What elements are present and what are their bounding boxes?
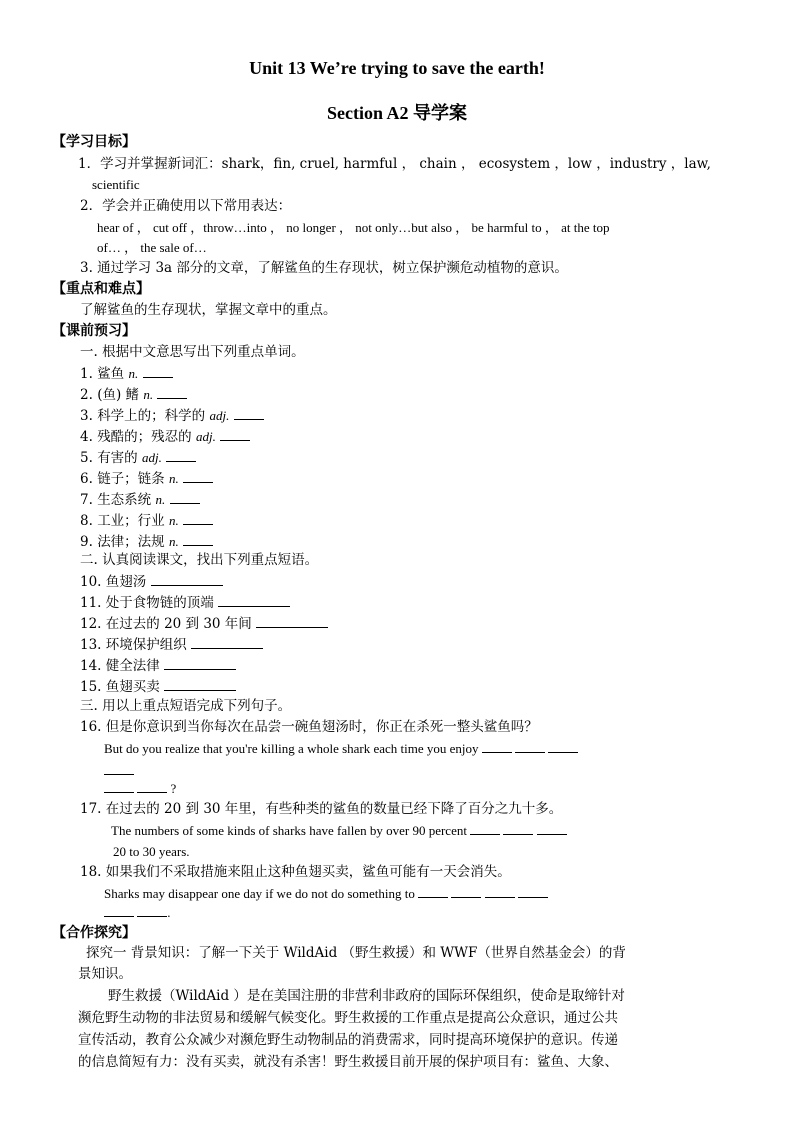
- sentence-18-en: Sharks may disappear one day if we do not do something to: [104, 883, 548, 904]
- word-item: 8. 工业；行业 n.: [80, 510, 213, 531]
- explore-heading: 【合作探究】: [52, 925, 136, 941]
- word-item: 3. 科学上的；科学的 adj.: [80, 405, 264, 426]
- word-item: 1. 鲨鱼 n.: [80, 363, 173, 384]
- phrase-item: 11. 处于食物链的顶端: [80, 592, 290, 613]
- explore-paragraph-line: 宣传活动，教育公众减少对濒危野生动物制品的消费需求，同时提高环境保护的意识。传递: [78, 1032, 618, 1048]
- explore-paragraph-line: 濒危野生动物的非法贸易和缓解气候变化。野生救援的工作重点是提高公众意识，通过公共: [78, 1010, 618, 1026]
- word-item: 2. (鱼) 鳍 n.: [80, 384, 187, 405]
- unit-title: Unit 13 We’re trying to save the earth!: [249, 58, 545, 78]
- word-item: 5. 有害的 adj.: [80, 447, 196, 468]
- sentence-17-en: The numbers of some kinds of sharks have fallen by over 90 percent: [111, 820, 567, 841]
- sentence-17-en-cont: 20 to 30 years.: [113, 844, 190, 859]
- preview-part2: 二. 认真阅读课文，找出下列重点短语。: [80, 552, 319, 568]
- section-title: Section A2 导学案: [326, 103, 467, 123]
- word-item: 4. 残酷的；残忍的 adj.: [80, 426, 250, 447]
- objective-1-cont: scientific: [92, 177, 140, 192]
- sentence-18-end: .: [104, 902, 171, 923]
- objective-2: 2．学会并正确使用以下常用表达：: [80, 198, 292, 214]
- preview-heading: 【课前预习】: [52, 323, 136, 339]
- keypoints-text: 了解鲨鱼的生存现状，掌握文章中的重点。: [80, 302, 337, 318]
- sentence-17-zh: 17. 在过去的 20 到 30 年里，有些种类的鲨鱼的数量已经下降了百分之九十多。: [80, 801, 563, 817]
- word-item: 7. 生态系统 n.: [80, 489, 200, 510]
- explore-intro: 探究一 背景知识：了解一下关于 WildAid （野生救援）和 WWF（世界自然基金会）的背: [86, 945, 626, 961]
- word-item: 9. 法律；法规 n.: [80, 531, 213, 552]
- word-item: 6. 链子；链条 n.: [80, 468, 213, 489]
- objective-2-expressions-cont: of… ， the sale of…: [97, 240, 207, 255]
- keypoints-heading: 【重点和难点】: [52, 281, 150, 297]
- phrase-item: 14. 健全法律: [80, 655, 236, 676]
- explore-paragraph-line: 的信息简短有力：没有买卖，就没有杀害！野生救援目前开展的保护项目有：鲨鱼、大象、: [78, 1054, 618, 1070]
- objective-3: 3. 通过学习 3a 部分的文章，了解鲨鱼的生存现状，树立保护濒危动植物的意识。: [80, 260, 568, 276]
- sentence-16-en: But do you realize that you're killing a whole shark each time you enjoy: [104, 738, 578, 759]
- preview-part3: 三. 用以上重点短语完成下列句子。: [80, 698, 292, 714]
- sentence-16-end: ?: [104, 778, 176, 799]
- sentence-18-zh: 18. 如果我们不采取措施来阻止这种鱼翅买卖，鲨鱼可能有一天会消失。: [80, 864, 511, 880]
- sentence-16-zh: 16. 但是你意识到当你每次在品尝一碗鱼翅汤时，你正在杀死一整头鲨鱼吗？: [80, 719, 538, 735]
- objectives-heading: 【学习目标】: [52, 134, 136, 150]
- objective-2-expressions: hear of ， cut off ，throw…into ， no longer ， not only…but also ， be harmful to ， at the top: [97, 220, 610, 235]
- explore-paragraph-line: 野生救援（WildAid ）是在美国注册的非营利非政府的国际环保组织，使命是取缔针对: [108, 988, 625, 1004]
- objective-1: 1．学习并掌握新词汇：shark，fin, cruel, harmful ， chain ， ecosystem ，low ，industry ，law,: [78, 156, 711, 172]
- phrase-item: 12. 在过去的 20 到 30 年间: [80, 613, 328, 634]
- phrase-item: 15. 鱼翅买卖: [80, 676, 236, 697]
- phrase-item: 10. 鱼翅汤: [80, 571, 223, 592]
- preview-part1: 一. 根据中文意思写出下列重点单词。: [80, 344, 305, 360]
- explore-intro-cont: 景知识。: [78, 966, 132, 982]
- phrase-item: 13. 环境保护组织: [80, 634, 263, 655]
